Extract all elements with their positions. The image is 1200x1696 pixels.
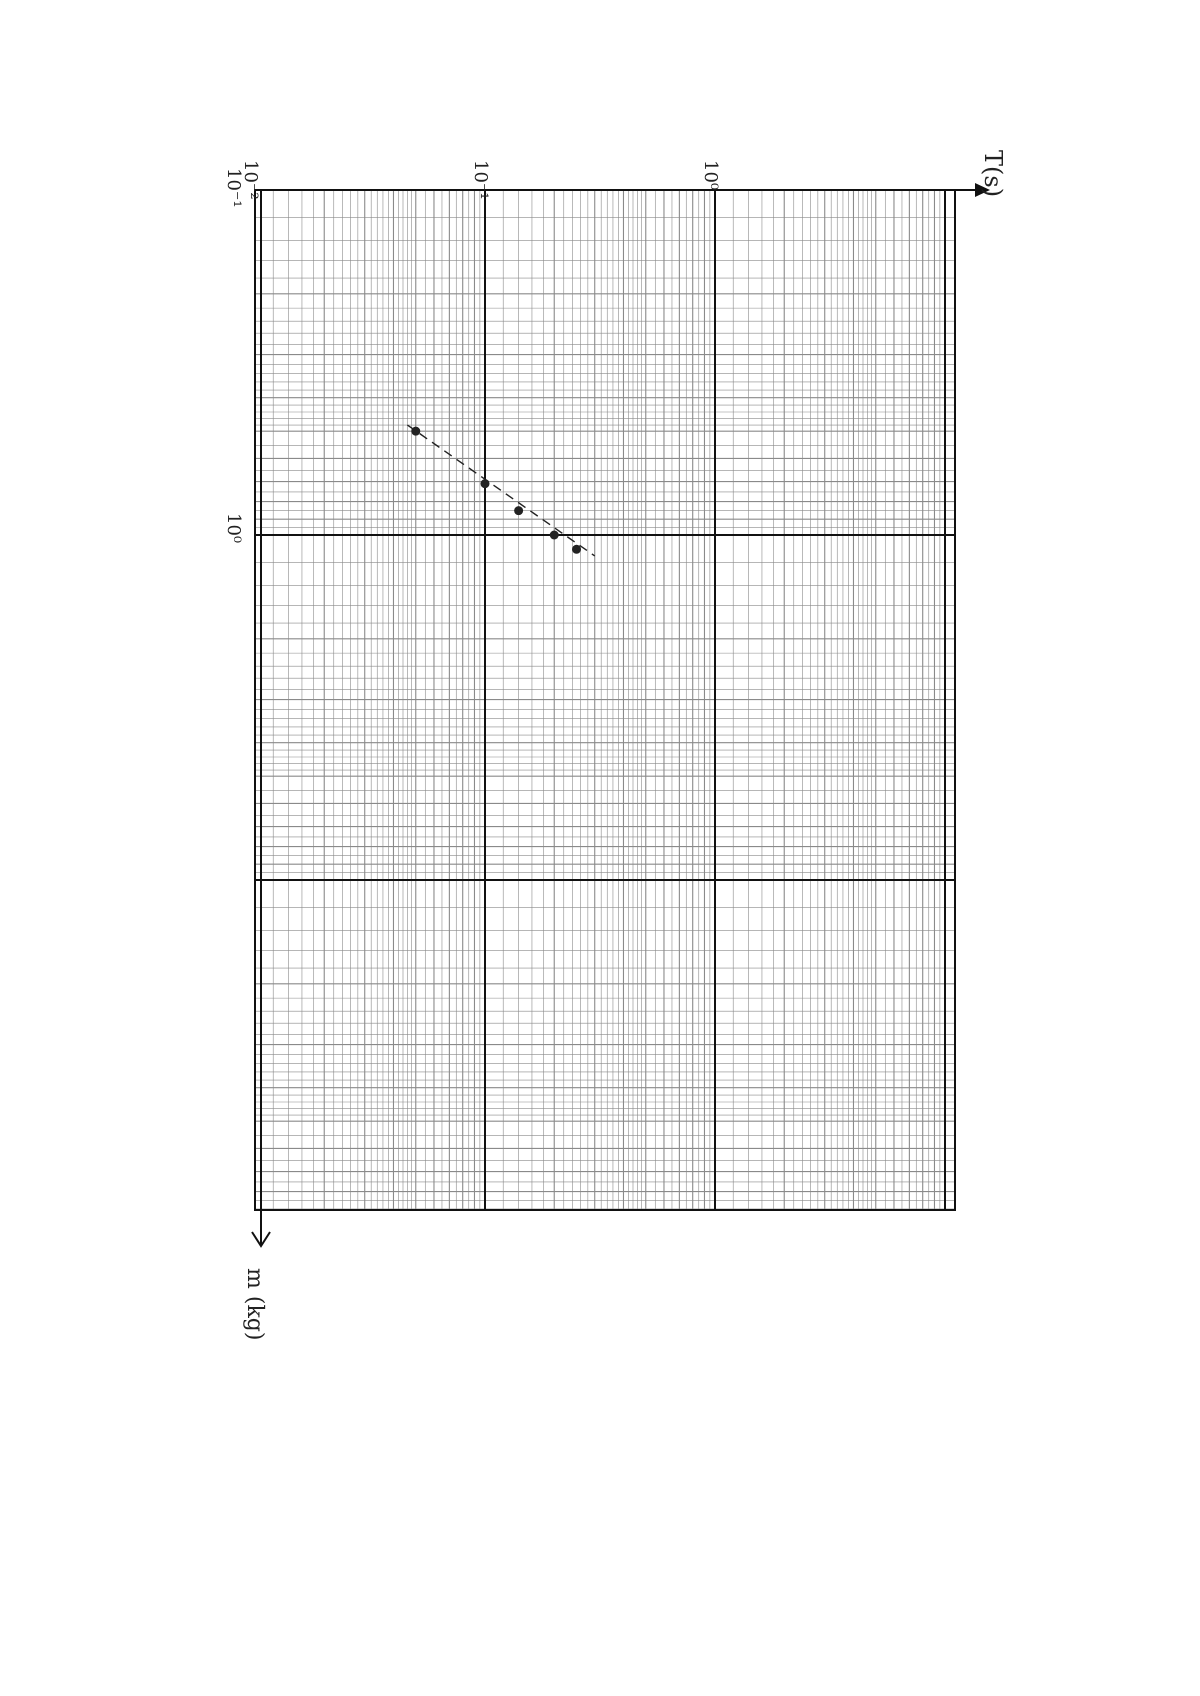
data-point: [550, 531, 559, 540]
data-point: [572, 545, 581, 554]
x-tick-label: 10⁻¹: [223, 168, 244, 208]
trend-line: [407, 425, 594, 556]
grid-minor-lines: [255, 190, 955, 1210]
y-tick-label: 10⁰: [700, 160, 721, 191]
y-tick-label: 10⁻²: [240, 160, 261, 200]
data-point: [481, 479, 490, 488]
data-point: [411, 427, 420, 436]
x-tick-label: 10⁰: [223, 513, 244, 544]
y-tick-label: 10⁻¹: [470, 160, 491, 200]
y-axis-label: m (kg): [242, 1268, 267, 1341]
data-series: [407, 425, 594, 556]
x-axis-label: T(s): [979, 150, 1007, 198]
data-point: [514, 506, 523, 515]
